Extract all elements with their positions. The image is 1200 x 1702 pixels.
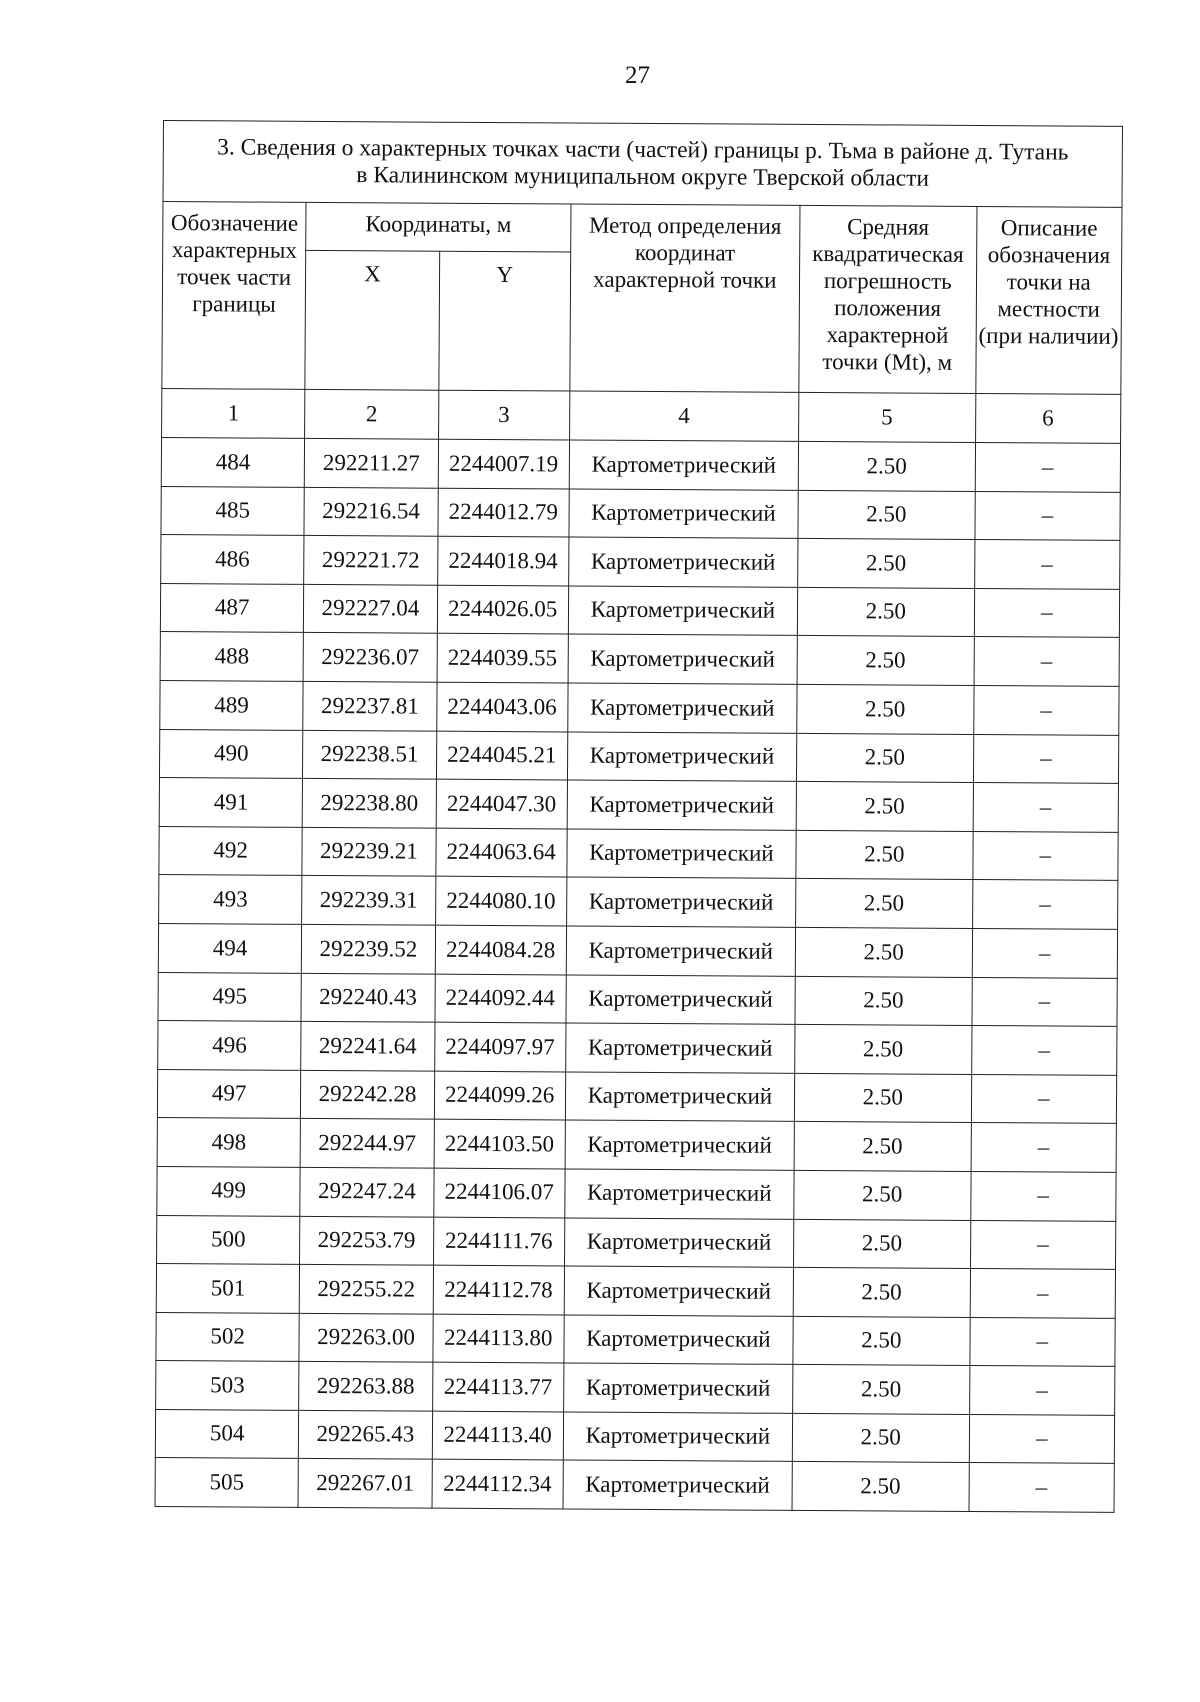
column-number: 5 xyxy=(798,392,975,442)
coordinate-x-cell: 292265.43 xyxy=(299,1410,433,1459)
point-number-cell: 487 xyxy=(160,583,304,632)
error-cell: 2.50 xyxy=(796,830,973,880)
coordinate-y-cell: 2244111.76 xyxy=(433,1217,565,1266)
method-cell: Картометрический xyxy=(565,1072,794,1122)
point-number-cell: 501 xyxy=(156,1264,300,1313)
table-row xyxy=(160,583,1119,637)
description-cell: – xyxy=(973,685,1119,734)
column-number: 1 xyxy=(162,388,306,438)
point-number-cell: 491 xyxy=(159,778,303,827)
coordinate-x-cell: 292242.28 xyxy=(301,1070,435,1119)
point-number-cell: 486 xyxy=(161,535,305,584)
coordinate-x-cell: 292241.64 xyxy=(301,1021,435,1070)
description-cell: – xyxy=(975,442,1121,491)
coordinate-y-cell: 2244099.26 xyxy=(434,1071,566,1120)
description-cell: – xyxy=(970,1269,1116,1318)
coordinate-y-cell: 2244043.06 xyxy=(436,682,568,731)
table-row xyxy=(158,1021,1117,1075)
method-cell: Картометрический xyxy=(565,1120,794,1170)
method-cell: Картометрический xyxy=(569,489,798,539)
description-cell: – xyxy=(973,734,1119,783)
error-cell: 2.50 xyxy=(795,976,972,1026)
table-row xyxy=(160,632,1119,686)
method-cell: Картометрический xyxy=(568,683,797,733)
point-number-cell: 493 xyxy=(159,875,303,924)
coordinate-y-cell: 2244097.97 xyxy=(434,1022,566,1071)
coordinate-y-cell: 2244012.79 xyxy=(438,488,570,537)
method-cell: Картометрический xyxy=(568,634,797,684)
point-number-cell: 505 xyxy=(155,1458,299,1507)
coordinate-y-cell: 2244026.05 xyxy=(437,585,569,634)
coordinate-x-cell: 292255.22 xyxy=(300,1264,434,1313)
method-cell: Картометрический xyxy=(563,1363,792,1413)
description-cell: – xyxy=(972,977,1118,1026)
description-cell: – xyxy=(971,1123,1117,1172)
coordinate-y-cell: 2244103.50 xyxy=(434,1119,566,1168)
point-number-cell: 500 xyxy=(157,1215,301,1264)
error-cell: 2.50 xyxy=(796,879,973,929)
method-cell: Картометрический xyxy=(563,1460,792,1510)
column-number: 3 xyxy=(438,390,570,440)
method-cell: Картометрический xyxy=(567,829,796,879)
point-number-cell: 488 xyxy=(160,632,304,681)
method-cell: Картометрический xyxy=(566,877,795,927)
header-description: Описание обозначения точки на местности (при наличии) xyxy=(975,206,1122,394)
description-cell: – xyxy=(972,831,1118,880)
coordinate-x-cell: 292216.54 xyxy=(304,487,438,536)
error-cell: 2.50 xyxy=(797,636,974,686)
table-body xyxy=(155,437,1121,1512)
point-number-cell: 490 xyxy=(159,729,303,778)
coordinate-x-cell: 292240.43 xyxy=(301,973,435,1022)
coordinate-y-cell: 2244063.64 xyxy=(435,828,567,877)
point-number-cell: 498 xyxy=(157,1118,301,1167)
error-cell: 2.50 xyxy=(796,782,973,832)
description-cell: – xyxy=(971,1074,1117,1123)
error-cell: 2.50 xyxy=(795,927,972,977)
coordinate-y-cell: 2244080.10 xyxy=(435,877,567,926)
coordinate-x-cell: 292211.27 xyxy=(305,438,439,487)
point-number-cell: 484 xyxy=(161,437,305,486)
coordinate-x-cell: 292238.51 xyxy=(303,730,437,779)
description-cell: – xyxy=(969,1414,1115,1463)
description-cell: – xyxy=(975,491,1121,540)
point-number-cell: 496 xyxy=(158,1021,302,1070)
table-row xyxy=(159,729,1118,783)
table-title-line-2: в Калининском муниципальном округе Тверской области xyxy=(356,162,930,192)
coordinate-y-cell: 2244047.30 xyxy=(436,779,568,828)
point-number-cell: 492 xyxy=(159,826,303,875)
method-cell: Картометрический xyxy=(565,1023,794,1073)
column-numbers-row xyxy=(162,388,1121,443)
coordinate-y-cell: 2244039.55 xyxy=(437,634,569,683)
error-cell: 2.50 xyxy=(794,1122,971,1172)
error-cell: 2.50 xyxy=(798,441,975,491)
description-cell: – xyxy=(969,1366,1115,1415)
coordinate-x-cell: 292267.01 xyxy=(298,1459,432,1508)
point-number-cell: 499 xyxy=(157,1166,301,1215)
coordinate-y-cell: 2244007.19 xyxy=(438,439,570,488)
method-cell: Картометрический xyxy=(566,926,795,976)
table-row xyxy=(156,1264,1115,1318)
error-cell: 2.50 xyxy=(793,1267,970,1317)
table-row xyxy=(161,437,1120,491)
coordinate-y-cell: 2244112.34 xyxy=(432,1460,564,1509)
description-cell: – xyxy=(971,1026,1117,1075)
table-row xyxy=(159,826,1118,880)
table-row xyxy=(155,1409,1114,1463)
description-cell: – xyxy=(973,783,1119,832)
error-cell: 2.50 xyxy=(792,1413,969,1463)
table-row xyxy=(157,1069,1116,1123)
error-cell: 2.50 xyxy=(794,1073,971,1123)
table-row xyxy=(158,923,1117,977)
description-cell: – xyxy=(969,1463,1115,1512)
method-cell: Картометрический xyxy=(569,440,798,490)
header-method: Метод определения координат характерной точки xyxy=(570,204,800,392)
table-row xyxy=(157,1215,1116,1269)
table-title-line-1: 3. Сведения о характерных точках части (частей) границы р. Тьма в районе д. Тутань xyxy=(217,134,1069,166)
table-row xyxy=(159,778,1118,832)
point-number-cell: 502 xyxy=(156,1312,300,1361)
table-row xyxy=(155,1458,1114,1512)
coordinate-x-cell: 292239.21 xyxy=(302,827,436,876)
table-row xyxy=(157,1166,1116,1220)
method-cell: Картометрический xyxy=(564,1217,793,1267)
coordinate-y-cell: 2244113.80 xyxy=(432,1314,564,1363)
point-number-cell: 489 xyxy=(160,680,304,729)
coordinate-x-cell: 292263.88 xyxy=(299,1362,433,1411)
method-cell: Картометрический xyxy=(567,732,796,782)
method-cell: Картометрический xyxy=(568,537,797,587)
page-number: 27 xyxy=(625,62,650,89)
method-cell: Картометрический xyxy=(567,780,796,830)
error-cell: 2.50 xyxy=(797,587,974,637)
table-row xyxy=(161,535,1120,589)
error-cell: 2.50 xyxy=(796,733,973,783)
coordinate-x-cell: 292244.97 xyxy=(300,1119,434,1168)
point-number-cell: 504 xyxy=(155,1409,299,1458)
coordinate-y-cell: 2244112.78 xyxy=(433,1265,565,1314)
coordinate-x-cell: 292247.24 xyxy=(300,1167,434,1216)
table-row xyxy=(160,680,1119,734)
description-cell: – xyxy=(974,637,1120,686)
method-cell: Картометрический xyxy=(564,1315,793,1365)
method-cell: Картометрический xyxy=(568,586,797,636)
point-number-cell: 503 xyxy=(156,1361,300,1410)
description-cell: – xyxy=(974,540,1120,589)
coordinate-y-cell: 2244018.94 xyxy=(437,536,569,585)
error-cell: 2.50 xyxy=(795,1025,972,1075)
header-coordinate-y: Y xyxy=(438,251,570,391)
error-cell: 2.50 xyxy=(798,539,975,589)
coordinate-x-cell: 292236.07 xyxy=(303,633,437,682)
characteristic-points-table xyxy=(155,120,1123,1513)
method-cell: Картометрический xyxy=(563,1412,792,1462)
point-number-cell: 485 xyxy=(161,486,305,535)
coordinate-y-cell: 2244113.77 xyxy=(432,1362,564,1411)
coordinate-y-cell: 2244092.44 xyxy=(435,974,567,1023)
table-row xyxy=(157,1118,1116,1172)
column-number: 6 xyxy=(975,393,1121,443)
error-cell: 2.50 xyxy=(797,684,974,734)
coordinate-x-cell: 292239.52 xyxy=(302,924,436,973)
method-cell: Картометрический xyxy=(566,975,795,1025)
coordinate-x-cell: 292237.81 xyxy=(303,681,437,730)
description-cell: – xyxy=(969,1317,1115,1366)
table-row xyxy=(156,1361,1115,1415)
description-cell: – xyxy=(974,588,1120,637)
table-row xyxy=(159,875,1118,929)
coordinate-y-cell: 2244045.21 xyxy=(436,731,568,780)
error-cell: 2.50 xyxy=(794,1170,971,1220)
error-cell: 2.50 xyxy=(798,490,975,540)
coordinate-x-cell: 292227.04 xyxy=(304,584,438,633)
description-cell: – xyxy=(970,1220,1116,1269)
point-number-cell: 495 xyxy=(158,972,302,1021)
coordinate-x-cell: 292239.31 xyxy=(302,876,436,925)
error-cell: 2.50 xyxy=(793,1316,970,1366)
column-number: 2 xyxy=(305,389,439,439)
coordinate-x-cell: 292221.72 xyxy=(304,536,438,585)
column-number: 4 xyxy=(569,391,798,441)
description-cell: – xyxy=(972,928,1118,977)
table-row xyxy=(161,486,1120,540)
description-cell: – xyxy=(970,1171,1116,1220)
error-cell: 2.50 xyxy=(793,1219,970,1269)
coordinate-x-cell: 292253.79 xyxy=(300,1216,434,1265)
header-mean-square-error: Средняя квадратическая погрешность положения характерной точки (Mt), м xyxy=(799,205,977,393)
header-point-designation: Обозначение характерных точек части границы xyxy=(162,202,306,390)
table-row xyxy=(156,1312,1115,1366)
point-number-cell: 497 xyxy=(157,1069,301,1118)
coordinate-y-cell: 2244106.07 xyxy=(433,1168,565,1217)
header-coordinates: Координаты, м xyxy=(306,202,571,252)
table-row xyxy=(158,972,1117,1026)
description-cell: – xyxy=(972,880,1118,929)
coordinate-y-cell: 2244113.40 xyxy=(432,1411,564,1460)
header-coordinate-x: X xyxy=(305,250,439,390)
point-number-cell: 494 xyxy=(158,923,302,972)
error-cell: 2.50 xyxy=(792,1462,969,1512)
coordinate-x-cell: 292238.80 xyxy=(303,779,437,828)
method-cell: Картометрический xyxy=(564,1266,793,1316)
table-title xyxy=(163,121,1122,208)
coordinate-y-cell: 2244084.28 xyxy=(435,925,567,974)
coordinate-x-cell: 292263.00 xyxy=(299,1313,433,1362)
method-cell: Картометрический xyxy=(565,1169,794,1219)
error-cell: 2.50 xyxy=(793,1365,970,1415)
